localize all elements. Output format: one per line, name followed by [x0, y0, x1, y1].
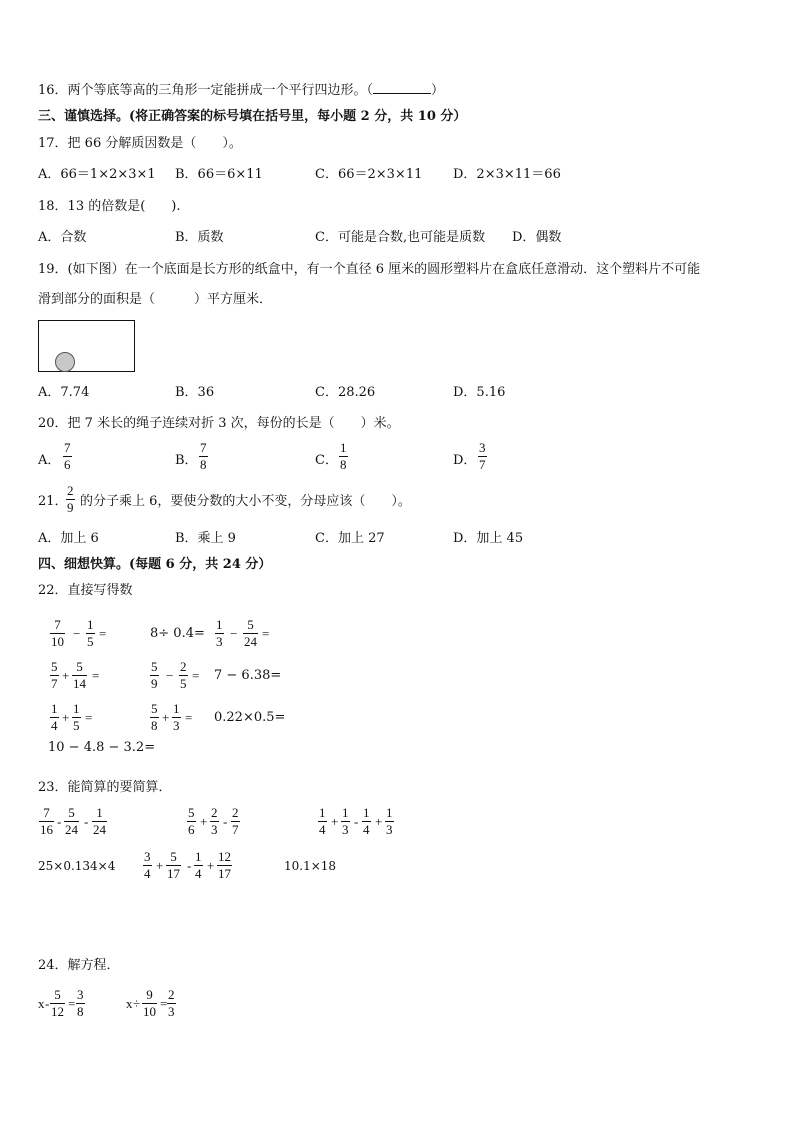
- minus-sign: -: [57, 814, 62, 829]
- plus-sign: +: [200, 814, 208, 829]
- q18-option-d[interactable]: D．偶数: [512, 230, 562, 245]
- q22-expr5-frac2: $\frac{2}{5}$: [180, 659, 187, 691]
- q23-expr4: 25×0.134×4: [38, 859, 116, 873]
- plus-sign: +: [62, 668, 70, 683]
- question-16: 16．两个等底等高的三角形一定能拼成一个平行四边形。（ ）: [38, 83, 445, 98]
- q23-expr3-frac4: $\frac{1}{3}$: [386, 805, 393, 837]
- q19-option-d[interactable]: D．5.16: [453, 385, 506, 400]
- q22-expr9: 0.22×0.5=: [214, 710, 286, 725]
- q22-expr8-frac2: $\frac{1}{3}$: [173, 701, 180, 733]
- q22-expr3-frac2: $\frac{5}{24}$: [244, 617, 257, 649]
- minus-sign: −: [230, 626, 238, 641]
- equals-sign: =: [85, 710, 93, 725]
- minus-sign: -: [187, 858, 192, 873]
- q20-option-b-fraction: $\frac{7}{8}$: [200, 440, 207, 472]
- box-with-disc-figure: [38, 320, 136, 374]
- q20-option-a-label[interactable]: A．: [38, 453, 61, 468]
- minus-sign: −: [73, 626, 81, 641]
- answer-blank[interactable]: [373, 93, 431, 94]
- q21-fraction: $\frac{2}{9}$: [67, 483, 74, 515]
- q20-option-c-fraction: $\frac{1}{8}$: [340, 440, 347, 472]
- q23-expr3-frac3: $\frac{1}{4}$: [363, 805, 370, 837]
- section-4-heading: 四、细想快算。(每题 6 分，共 24 分）: [38, 557, 272, 572]
- q24-eq2-frac2: $\frac{2}{3}$: [168, 987, 175, 1019]
- q23-expr5-frac1: $\frac{3}{4}$: [144, 849, 151, 881]
- plus-sign: +: [207, 858, 215, 873]
- q23-expr5-frac3: $\frac{1}{4}$: [195, 849, 202, 881]
- question-16-text: 16．两个等底等高的三角形一定能拼成一个平行四边形。（: [38, 83, 374, 98]
- q24-eq1-frac1: $\frac{5}{12}$: [51, 987, 64, 1019]
- equals-sign: =: [160, 996, 168, 1011]
- equals-sign: =: [68, 996, 76, 1011]
- equals-sign: =: [262, 626, 270, 641]
- q22-expr4-frac1: $\frac{5}{7}$: [51, 659, 58, 691]
- q21-option-a[interactable]: A．加上 6: [38, 531, 99, 546]
- q22-expr2: 8÷ 0.4=: [150, 626, 205, 641]
- q23-expr3-frac2: $\frac{1}{3}$: [342, 805, 349, 837]
- q18-option-b[interactable]: B．质数: [175, 230, 224, 245]
- question-17-stem: 17．把 66 分解质因数是（ ）。: [38, 136, 242, 151]
- q21-option-c[interactable]: C．加上 27: [315, 531, 385, 546]
- variable-x: x: [38, 996, 45, 1011]
- q20-option-c-label[interactable]: C．: [315, 453, 338, 468]
- q22-expr3-frac1: $\frac{1}{3}$: [216, 617, 223, 649]
- plus-sign: +: [62, 710, 70, 725]
- q22-expr7-frac2: $\frac{1}{5}$: [73, 701, 80, 733]
- question-21-stem: 的分子乘上 6，要使分数的大小不变，分母应该（ ）。: [80, 494, 411, 509]
- q19-option-b[interactable]: B．36: [175, 385, 215, 400]
- q22-expr1-frac2: $\frac{1}{5}$: [87, 617, 94, 649]
- q23-expr6: 10.1×18: [284, 859, 337, 873]
- q22-expr10: 10 − 4.8 − 3.2=: [48, 740, 156, 755]
- q21-option-b[interactable]: B．乘上 9: [175, 531, 236, 546]
- divide-sign: ÷: [133, 996, 141, 1011]
- q18-option-a[interactable]: A．合数: [38, 230, 87, 245]
- minus-sign: −: [166, 668, 174, 683]
- q17-option-d[interactable]: D．2×3×11＝66: [453, 167, 561, 182]
- equals-sign: =: [92, 668, 100, 683]
- question-18-stem: 18．13 的倍数是( ).: [38, 199, 181, 214]
- plus-sign: +: [156, 858, 164, 873]
- plus-sign: +: [162, 710, 170, 725]
- minus-sign: -: [223, 814, 228, 829]
- q22-expr6: 7 − 6.38=: [214, 668, 282, 683]
- question-20-stem: 20．把 7 米长的绳子连续对折 3 次，每份的长是（ ）米。: [38, 416, 400, 431]
- variable-x: x: [126, 996, 133, 1011]
- minus-sign: -: [84, 814, 89, 829]
- q19-option-c[interactable]: C．28.26: [315, 385, 376, 400]
- minus-sign: -: [45, 996, 50, 1011]
- q24-eq2-frac1: $\frac{9}{10}$: [143, 987, 156, 1019]
- q23-expr3-frac1: $\frac{1}{4}$: [319, 805, 326, 837]
- q24-eq1-frac2: $\frac{3}{8}$: [77, 987, 84, 1019]
- q18-option-c[interactable]: C．可能是合数,也可能是质数: [315, 230, 486, 245]
- equals-sign: =: [192, 668, 200, 683]
- q23-expr5-frac2: $\frac{5}{17}$: [167, 849, 180, 881]
- q23-expr1-frac2: $\frac{5}{24}$: [65, 805, 78, 837]
- q21-option-d[interactable]: D．加上 45: [453, 531, 524, 546]
- plus-sign: +: [331, 814, 339, 829]
- question-22-title: 22．直接写得数: [38, 583, 133, 598]
- q20-option-d-label[interactable]: D．: [453, 453, 477, 468]
- question-19-line2: 滑到部分的面积是（ ）平方厘米．: [38, 292, 273, 307]
- q22-expr8-frac1: $\frac{5}{8}$: [151, 701, 158, 733]
- question-23-title: 23．能简算的要简算．: [38, 780, 172, 795]
- q20-option-a-fraction: $\frac{7}{6}$: [64, 440, 71, 472]
- q23-expr5-frac4: $\frac{12}{17}$: [218, 849, 231, 881]
- q22-expr5-frac1: $\frac{5}{9}$: [151, 659, 158, 691]
- q17-option-c[interactable]: C．66＝2×3×11: [315, 167, 423, 182]
- question-21-number: 21．: [38, 494, 68, 509]
- plus-sign: +: [375, 814, 383, 829]
- q23-expr2-frac1: $\frac{5}{6}$: [188, 805, 195, 837]
- q23-expr2-frac3: $\frac{2}{7}$: [232, 805, 239, 837]
- q22-expr1-frac1: $\frac{7}{10}$: [51, 617, 64, 649]
- q23-expr1-frac3: $\frac{1}{24}$: [93, 805, 106, 837]
- q20-option-d-fraction: $\frac{3}{7}$: [479, 440, 486, 472]
- section-3-heading: 三、谨慎选择。(将正确答案的标号填在括号里，每小题 2 分，共 10 分）: [38, 109, 467, 124]
- q17-option-b[interactable]: B．66＝6×11: [175, 167, 263, 182]
- q20-option-b-label[interactable]: B．: [175, 453, 198, 468]
- equals-sign: =: [185, 710, 193, 725]
- q17-option-a[interactable]: A．66＝1×2×3×1: [38, 167, 156, 182]
- q22-expr7-frac1: $\frac{1}{4}$: [51, 701, 58, 733]
- question-24-title: 24．解方程．: [38, 958, 120, 973]
- minus-sign: -: [354, 814, 359, 829]
- q22-expr4-frac2: $\frac{5}{14}$: [73, 659, 86, 691]
- q23-expr1-frac1: $\frac{7}{16}$: [40, 805, 53, 837]
- q23-expr2-frac2: $\frac{2}{3}$: [211, 805, 218, 837]
- q19-option-a[interactable]: A．7.74: [38, 385, 90, 400]
- equals-sign: =: [99, 626, 107, 641]
- question-19-line1: 19．(如下图）在一个底面是长方形的纸盒中，有一个直径 6 厘米的圆形塑料片在盒底任意滑动．这个塑料片不可能: [38, 262, 701, 277]
